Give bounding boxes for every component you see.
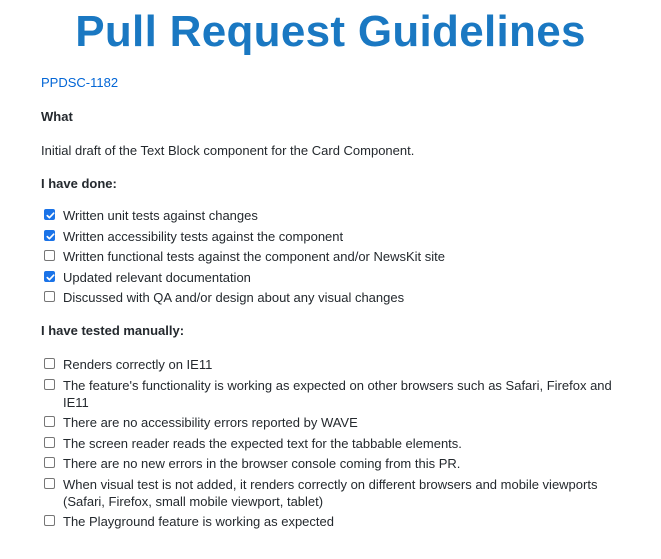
checkbox[interactable] (44, 358, 55, 369)
checkbox[interactable] (44, 437, 55, 448)
checklist-item-label: The Playground feature is working as expected (63, 514, 334, 529)
checklist-item (44, 455, 634, 472)
checkbox[interactable] (44, 416, 55, 427)
checkmark-icon (45, 231, 56, 242)
checklist-item (44, 513, 634, 530)
checkbox[interactable] (44, 209, 55, 220)
checkbox[interactable] (44, 515, 55, 526)
checkbox[interactable] (44, 478, 55, 489)
checklist-item-label: Updated relevant documentation (63, 269, 251, 285)
description-text: Initial draft of the Text Block component for the Card Component. (41, 143, 415, 158)
checkbox[interactable] (44, 271, 55, 282)
what-heading: What (41, 109, 73, 124)
checklist-item (44, 435, 634, 452)
checklist-item-label: Renders correctly on IE11 (63, 357, 213, 372)
checklist-item-label: There are no new errors in the browser console coming from this PR. (63, 456, 461, 471)
checkbox[interactable] (44, 250, 55, 261)
checklist-item-label: Written functional tests against the component and/or NewsKit site (63, 249, 446, 264)
checklist-item (44, 269, 634, 286)
page-title: Pull Request Guidelines (75, 7, 586, 56)
checklist-item-label: The screen reader reads the expected text for the tabbable elements. (63, 435, 462, 451)
checkbox[interactable] (44, 291, 55, 302)
checklist-item-label: Discussed with QA and/or design about any visual changes (63, 290, 405, 305)
checklist-item-label: The feature's functionality is working as expected on other browsers such as Safari, Firefox and IE11 (63, 377, 612, 410)
checkmark-icon (45, 210, 56, 221)
checklist-item (44, 377, 634, 411)
checkbox[interactable] (44, 230, 55, 241)
checkbox[interactable] (44, 379, 55, 390)
checkbox[interactable] (44, 457, 55, 468)
checklist-item (44, 228, 634, 245)
done-checklist (44, 207, 634, 310)
checklist-item (44, 414, 634, 431)
tested-heading: I have tested manually: (41, 323, 185, 338)
checklist-item (44, 207, 634, 224)
checkmark-icon (45, 272, 56, 283)
checklist-item (44, 248, 634, 265)
checklist-item-label: Written unit tests against changes (63, 208, 258, 223)
checklist-item (44, 476, 634, 510)
checklist-item (44, 356, 634, 373)
checklist-item-label: There are no accessibility errors reported by WAVE (63, 415, 358, 430)
ticket-link[interactable]: PPDSC-1182 (41, 75, 119, 90)
tested-checklist (44, 356, 634, 534)
done-heading: I have done: (41, 176, 117, 191)
checklist-item-label: Written accessibility tests against the component (63, 228, 344, 244)
checklist-item-label: When visual test is not added, it renders correctly on different browsers and mobile viewports (Safari, Firefox, small mobile viewport, tablet) (63, 476, 598, 509)
checklist-item (44, 289, 634, 306)
